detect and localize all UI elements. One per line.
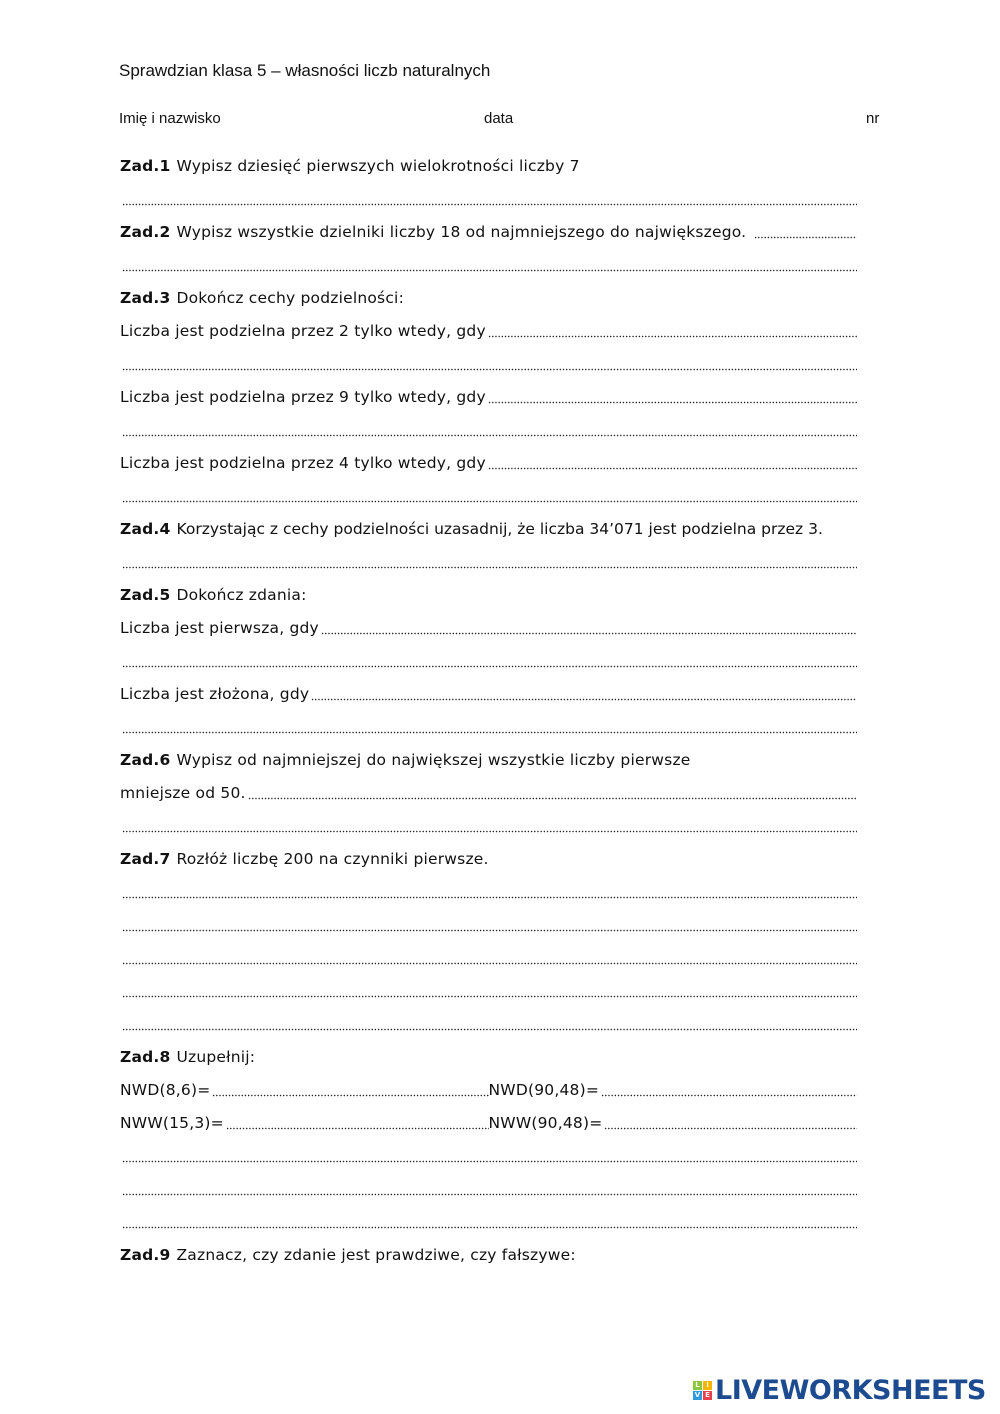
task-label: Zad.5 — [120, 585, 171, 604]
task-text: Wypisz wszystkie dzielniki liczby 18 od najmniejszego do największego. — [176, 222, 747, 241]
answer-line[interactable] — [488, 390, 857, 404]
answer-line[interactable] — [122, 984, 857, 998]
number-label: nr — [866, 110, 880, 127]
answer-line[interactable] — [122, 192, 857, 206]
answer-line[interactable] — [488, 456, 857, 470]
worksheet-body — [120, 149, 857, 1271]
answer-line[interactable] — [122, 555, 857, 569]
answer-line[interactable] — [122, 1149, 857, 1163]
answer-line[interactable] — [122, 1017, 857, 1031]
task-label: Zad.9 — [120, 1245, 171, 1264]
task-text: Korzystając z cechy podzielności uzasadnij, że liczba 34’071 jest podzielna przez 3. — [176, 519, 823, 538]
task-item: Liczba jest podzielna przez 2 tylko wtedy, gdy — [120, 321, 486, 340]
answer-line[interactable] — [604, 1116, 857, 1130]
task-text: Rozłóż liczbę 200 na czynniki pierwsze. — [176, 849, 489, 868]
task-1 — [120, 149, 857, 182]
task-2 — [120, 215, 857, 248]
answer-line[interactable] — [122, 885, 857, 899]
task-item: Liczba jest pierwsza, gdy — [120, 618, 319, 637]
answer-line[interactable] — [488, 324, 857, 338]
task-item: Liczba jest złożona, gdy — [120, 684, 310, 703]
task-label: Zad.7 — [120, 849, 171, 868]
task-text-continued: mniejsze od 50. — [120, 783, 246, 802]
task-text: Dokończ cechy podzielności: — [176, 288, 404, 307]
liveworksheets-logo — [693, 1375, 986, 1406]
task-text: Uzupełnij: — [176, 1047, 256, 1066]
answer-line[interactable] — [754, 225, 857, 239]
task-item: NWW(90,48)= — [488, 1113, 603, 1132]
task-item: Liczba jest podzielna przez 4 tylko wtedy, gdy — [120, 453, 486, 472]
task-item: NWW(15,3)= — [120, 1113, 224, 1132]
task-text: Dokończ zdania: — [176, 585, 307, 604]
answer-line[interactable] — [122, 951, 857, 965]
answer-line[interactable] — [122, 819, 857, 833]
task-text: Wypisz dziesięć pierwszych wielokrotności liczby 7 — [176, 156, 580, 175]
answer-line[interactable] — [122, 720, 857, 734]
task-item: NWD(90,48)= — [488, 1080, 600, 1099]
logo-squares-icon: L I V E — [693, 1381, 712, 1400]
task-label: Zad.2 — [120, 222, 171, 241]
answer-line[interactable] — [321, 621, 857, 635]
task-7 — [120, 842, 857, 875]
name-label: Imię i nazwisko — [119, 110, 221, 127]
task-label: Zad.4 — [120, 519, 171, 538]
answer-line[interactable] — [122, 423, 857, 437]
task-4 — [120, 512, 857, 545]
answer-line[interactable] — [122, 489, 857, 503]
task-label: Zad.6 — [120, 750, 171, 769]
answer-line[interactable] — [122, 1215, 857, 1229]
answer-line[interactable] — [122, 357, 857, 371]
answer-line[interactable] — [122, 654, 857, 668]
task-6 — [120, 743, 857, 776]
task-label: Zad.8 — [120, 1047, 171, 1066]
answer-line[interactable] — [311, 687, 857, 701]
answer-line[interactable] — [122, 1182, 857, 1196]
task-text: Zaznacz, czy zdanie jest prawdziwe, czy fałszywe: — [176, 1245, 576, 1264]
task-3 — [120, 281, 857, 314]
answer-line[interactable] — [122, 918, 857, 932]
answer-line[interactable] — [248, 786, 857, 800]
answer-line[interactable] — [226, 1116, 489, 1130]
task-label: Zad.1 — [120, 156, 171, 175]
task-text: Wypisz od najmniejszej do największej wszystkie liczby pierwsze — [176, 750, 691, 769]
date-label: data — [484, 110, 514, 127]
answer-line[interactable] — [122, 258, 857, 272]
answer-line[interactable] — [212, 1083, 488, 1097]
task-9 — [120, 1238, 857, 1271]
task-label: Zad.3 — [120, 288, 171, 307]
task-item: Liczba jest podzielna przez 9 tylko wtedy, gdy — [120, 387, 486, 406]
logo-text: LIVEWORKSHEETS — [715, 1375, 986, 1406]
answer-line[interactable] — [601, 1083, 857, 1097]
task-5 — [120, 578, 857, 611]
task-item: NWD(8,6)= — [120, 1080, 211, 1099]
task-8 — [120, 1040, 857, 1073]
worksheet-title: Sprawdzian klasa 5 – własności liczb naturalnych — [119, 61, 491, 80]
